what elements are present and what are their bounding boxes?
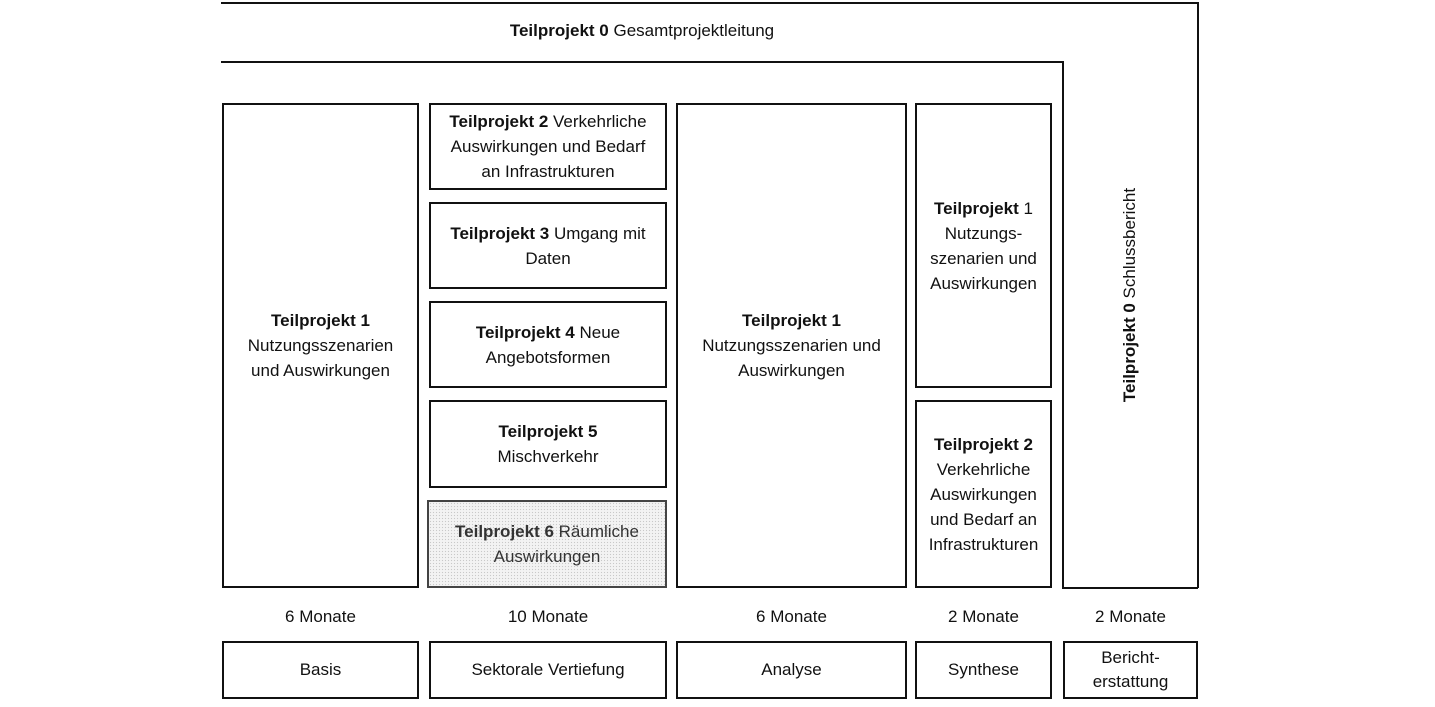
tp3-line1: Umgang mit: [553, 223, 646, 243]
phase-berichterstattung: [1063, 641, 1198, 699]
tp4-title: Teilprojekt 4: [475, 322, 575, 342]
duration-berichterstattung: 2 Monate: [1095, 607, 1166, 626]
analyse-tp1-line1: Nutzungsszenarien und: [702, 336, 881, 355]
tp6-line1: Räumliche: [558, 522, 639, 541]
duration-basis: 6 Monate: [285, 607, 356, 626]
tp2-line1: Verkehrliche: [553, 112, 647, 131]
tp2-box: [429, 103, 667, 190]
tp3-line2: Daten: [525, 248, 571, 268]
synthese-tp2-line3: und Bedarf an: [930, 509, 1037, 529]
synthese-tp2-box: [915, 400, 1052, 588]
phase-vertiefung: [429, 641, 667, 699]
phase-analyse: [676, 641, 907, 699]
analyse-tp1-title: Teilprojekt 1: [742, 311, 841, 330]
duration-analyse: 6 Monate: [756, 607, 827, 626]
tp3-title: Teilprojekt 3: [450, 223, 550, 243]
tp0-top-text: Gesamtprojektleitung: [613, 21, 775, 40]
tp4-line2: Angebotsformen: [485, 347, 611, 367]
tp0-side-label: [1115, 95, 1145, 495]
synthese-tp1-line2: szenarien und: [930, 248, 1037, 268]
phase-bericht-label-line1: Bericht-: [1101, 648, 1160, 667]
synthese-tp1-title: Teilprojekt: [934, 198, 1019, 218]
phase-synthese-label: Synthese: [948, 660, 1019, 679]
tp4-line1: Neue: [579, 322, 621, 342]
duration-vertiefung: 10 Monate: [507, 607, 589, 626]
basis-tp1-box: [222, 103, 419, 588]
tp0-side-bold: Teilprojekt 0: [1120, 303, 1139, 403]
phase-bericht-label-line2: erstattung: [1092, 672, 1169, 691]
duration-synthese: 2 Monate: [948, 607, 1019, 626]
tp2-line2: Auswirkungen und Bedarf: [450, 137, 646, 156]
phase-basis: [222, 641, 419, 699]
synthese-tp2-line2: Auswirkungen: [930, 484, 1037, 504]
tp0-top-bold: Teilprojekt 0: [509, 21, 609, 40]
basis-tp1-line2: und Auswirkungen: [251, 361, 390, 380]
synthese-tp1-box: [915, 103, 1052, 388]
tp0-top-label: [221, 18, 1063, 44]
basis-tp1-line1: Nutzungsszenarien: [247, 336, 394, 355]
analyse-tp1-box: [676, 103, 907, 588]
basis-tp1-title: Teilprojekt 1: [271, 311, 370, 330]
synthese-tp2-line4: Infrastrukturen: [928, 534, 1039, 554]
tp6-box: [427, 500, 667, 588]
phase-synthese: [915, 641, 1052, 699]
synthese-tp2-line1: Verkehrliche: [936, 459, 1031, 479]
synthese-tp1-line1: Nutzungs-: [944, 223, 1023, 243]
tp5-title: Teilprojekt 5: [498, 422, 598, 441]
tp2-title: Teilprojekt 2: [449, 112, 549, 131]
tp2-line3: an Infrastrukturen: [481, 162, 615, 181]
tp5-line1: Mischverkehr: [497, 447, 599, 466]
phase-basis-label: Basis: [299, 660, 342, 679]
tp5-box: [429, 400, 667, 488]
tp4-box: [429, 301, 667, 388]
synthese-tp1-number: 1: [1023, 198, 1033, 218]
analyse-tp1-line2: Auswirkungen: [738, 361, 845, 380]
tp6-line2: Auswirkungen: [493, 547, 601, 566]
phase-analyse-label: Analyse: [761, 660, 822, 679]
tp6-title: Teilprojekt 6: [455, 522, 554, 541]
phase-vertiefung-label: Sektorale Vertiefung: [471, 660, 625, 679]
tp0-side-text: Schlussbericht: [1120, 187, 1139, 299]
synthese-tp2-title: Teilprojekt 2: [934, 434, 1033, 454]
synthese-tp1-line3: Auswirkungen: [930, 273, 1037, 293]
tp3-box: [429, 202, 667, 289]
